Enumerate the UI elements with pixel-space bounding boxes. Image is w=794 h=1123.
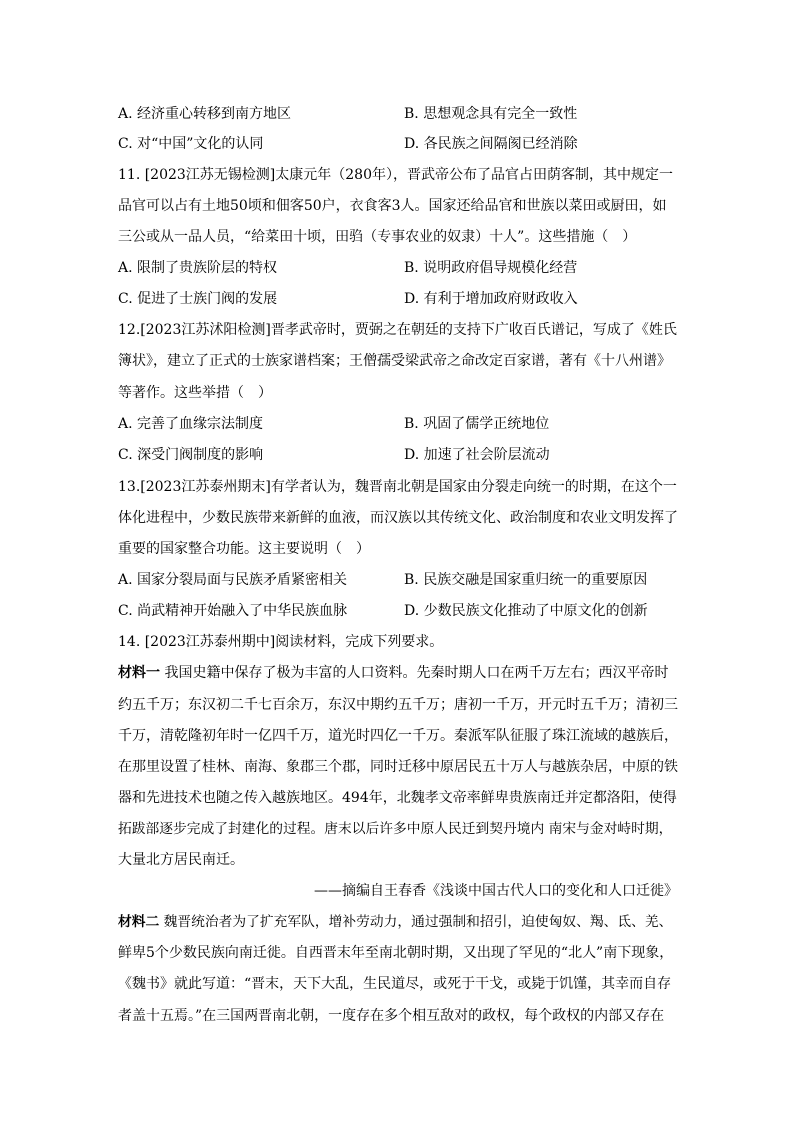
q10-option-c: C. 对“中国”文化的认同	[118, 136, 264, 152]
q11-option-d: D. 有利于增加政府财政收入	[404, 291, 578, 307]
q12-option-a: A. 完善了血缘宗法制度	[118, 416, 264, 432]
material1-line-6: 拓跋部逐步完成了封建化的过程。唐末以后许多中原人民迁到契丹境内 南宋与金对峙时期，	[118, 821, 673, 837]
material1-line-4: 在那里设置了桂林、南海、象郡三个郡，同时迁移中原居民五十万人与越族杂居，中原的铁	[118, 759, 678, 775]
q13-option-d: D. 少数民族文化推动了中原文化的创新	[404, 603, 648, 619]
material1-source: ——摘编自王春香《浅谈中国古代人口的变化和人口迁徙》	[314, 883, 678, 899]
q12-option-c: C. 深受门阀制度的影响	[118, 447, 264, 463]
q12-options-row-2	[118, 446, 678, 464]
q11-options-row-2	[118, 290, 678, 308]
q13-stem-line-2: 体化进程中，少数民族带来新鲜的血液，而汉族以其传统文化、政治制度和农业文明发挥了	[118, 510, 678, 526]
material2-text-1: 魏晋统治者为了扩充军队，增补劳动力，通过强制和招引，迫使匈奴、羯、氐、羌、	[163, 914, 673, 930]
material2-label: 材料二	[118, 914, 160, 930]
material1-line-1	[118, 664, 678, 682]
q10-option-a: A. 经济重心转移到南方地区	[118, 106, 292, 122]
q13-option-c: C. 尚武精神开始融入了中华民族血脉	[118, 603, 348, 619]
q11-option-a: A. 限制了贵族阶层的特权	[118, 260, 278, 276]
material1-line-3: 千万，清乾隆初年时一亿四千万，道光时四亿一千万。秦派军队征服了珠江流域的越族后，	[118, 728, 678, 744]
q12-stem-line-2: 簿状》，建立了正式的士族家谱档案；王僧孺受梁武帝之命改定百家谱，著有《十八州谱》	[118, 353, 671, 369]
q14-stem: 14. [2023江苏泰州期中]阅读材料，完成下列要求。	[118, 634, 444, 650]
q11-stem-line-1: 11. [2023江苏无锡检测]太康元年（280年），晋武帝公布了品官占田荫客制，其中规定一	[118, 167, 673, 183]
material1-line-7: 大量北方居民南迁。	[118, 852, 244, 868]
q12-stem-line-1: 12.[2023江苏沭阳检测]晋孝武帝时，贾弼之在朝廷的支持下广收百氏谱记，写成了《姓氏	[118, 322, 677, 338]
material1-line-2: 约五千万；东汉初二千七百余万，东汉中期约五千万；唐初一千万，开元时五千万；清初三	[118, 697, 678, 713]
q13-option-b: B. 民族交融是国家重归统一的重要原因	[404, 572, 648, 588]
material2-line-2: 鲜卑5个少数民族向南迁徙。自西晋末年至南北朝时期，又出现了罕见的“北人”南下现象，	[118, 945, 674, 961]
q13-option-a: A. 国家分裂局面与民族矛盾紧密相关	[118, 572, 348, 588]
q11-stem-line-3: 三公或从一品人员，“给菜田十顷，田驺（专事农业的奴隶）十人”。这些措施（ ）	[118, 229, 637, 245]
q13-options-row-1	[118, 571, 678, 589]
q10-options-row-2	[118, 135, 678, 153]
q11-option-c: C. 促进了士族门阀的发展	[118, 291, 278, 307]
material2-line-1	[118, 913, 678, 931]
q10-option-d: D. 各民族之间隔阂已经消除	[404, 136, 578, 152]
q10-options-row-1	[118, 105, 678, 123]
q12-options-row-1	[118, 415, 678, 433]
q13-stem-line-3: 重要的国家整合功能。这主要说明（ ）	[118, 541, 370, 557]
material1-label: 材料一	[118, 665, 160, 681]
q11-stem-line-2: 品官可以占有土地50顷和佃客50户，衣食客3人。国家还给品官和世族以菜田或厨田，如	[118, 198, 667, 214]
material1-text-1: 我国史籍中保存了极为丰富的人口资料。先秦时期人口在两千万左右；西汉平帝时	[164, 665, 669, 681]
q11-option-b: B. 说明政府倡导规模化经营	[404, 260, 578, 276]
material1-line-5: 器和先进技术也随之传入越族地区。494年，北魏孝文帝率鲜卑贵族南迁并定都洛阳，使得	[118, 790, 677, 806]
material2-line-3: 《魏书》就此写道：“晋末，天下大乱，生民道尽，或死于干戈，或毙于饥馑，其幸而自存	[118, 976, 672, 992]
q12-option-b: B. 巩固了儒学正统地位	[404, 416, 550, 432]
q13-options-row-2	[118, 602, 678, 620]
q10-option-b: B. 思想观念具有完全一致性	[404, 106, 578, 122]
q13-stem-line-1: 13.[2023江苏泰州期末]有学者认为，魏晋南北朝是国家由分裂走向统一的时期，在这个一	[118, 479, 677, 495]
q11-options-row-1	[118, 259, 678, 277]
material2-line-4: 者盖十五焉。”在三国两晋南北朝，一度存在多个相互敌对的政权，每个政权的内部又存在	[118, 1008, 665, 1024]
q12-stem-line-3: 等著作。这些举措（ ）	[118, 385, 272, 401]
q12-option-d: D. 加速了社会阶层流动	[404, 447, 550, 463]
